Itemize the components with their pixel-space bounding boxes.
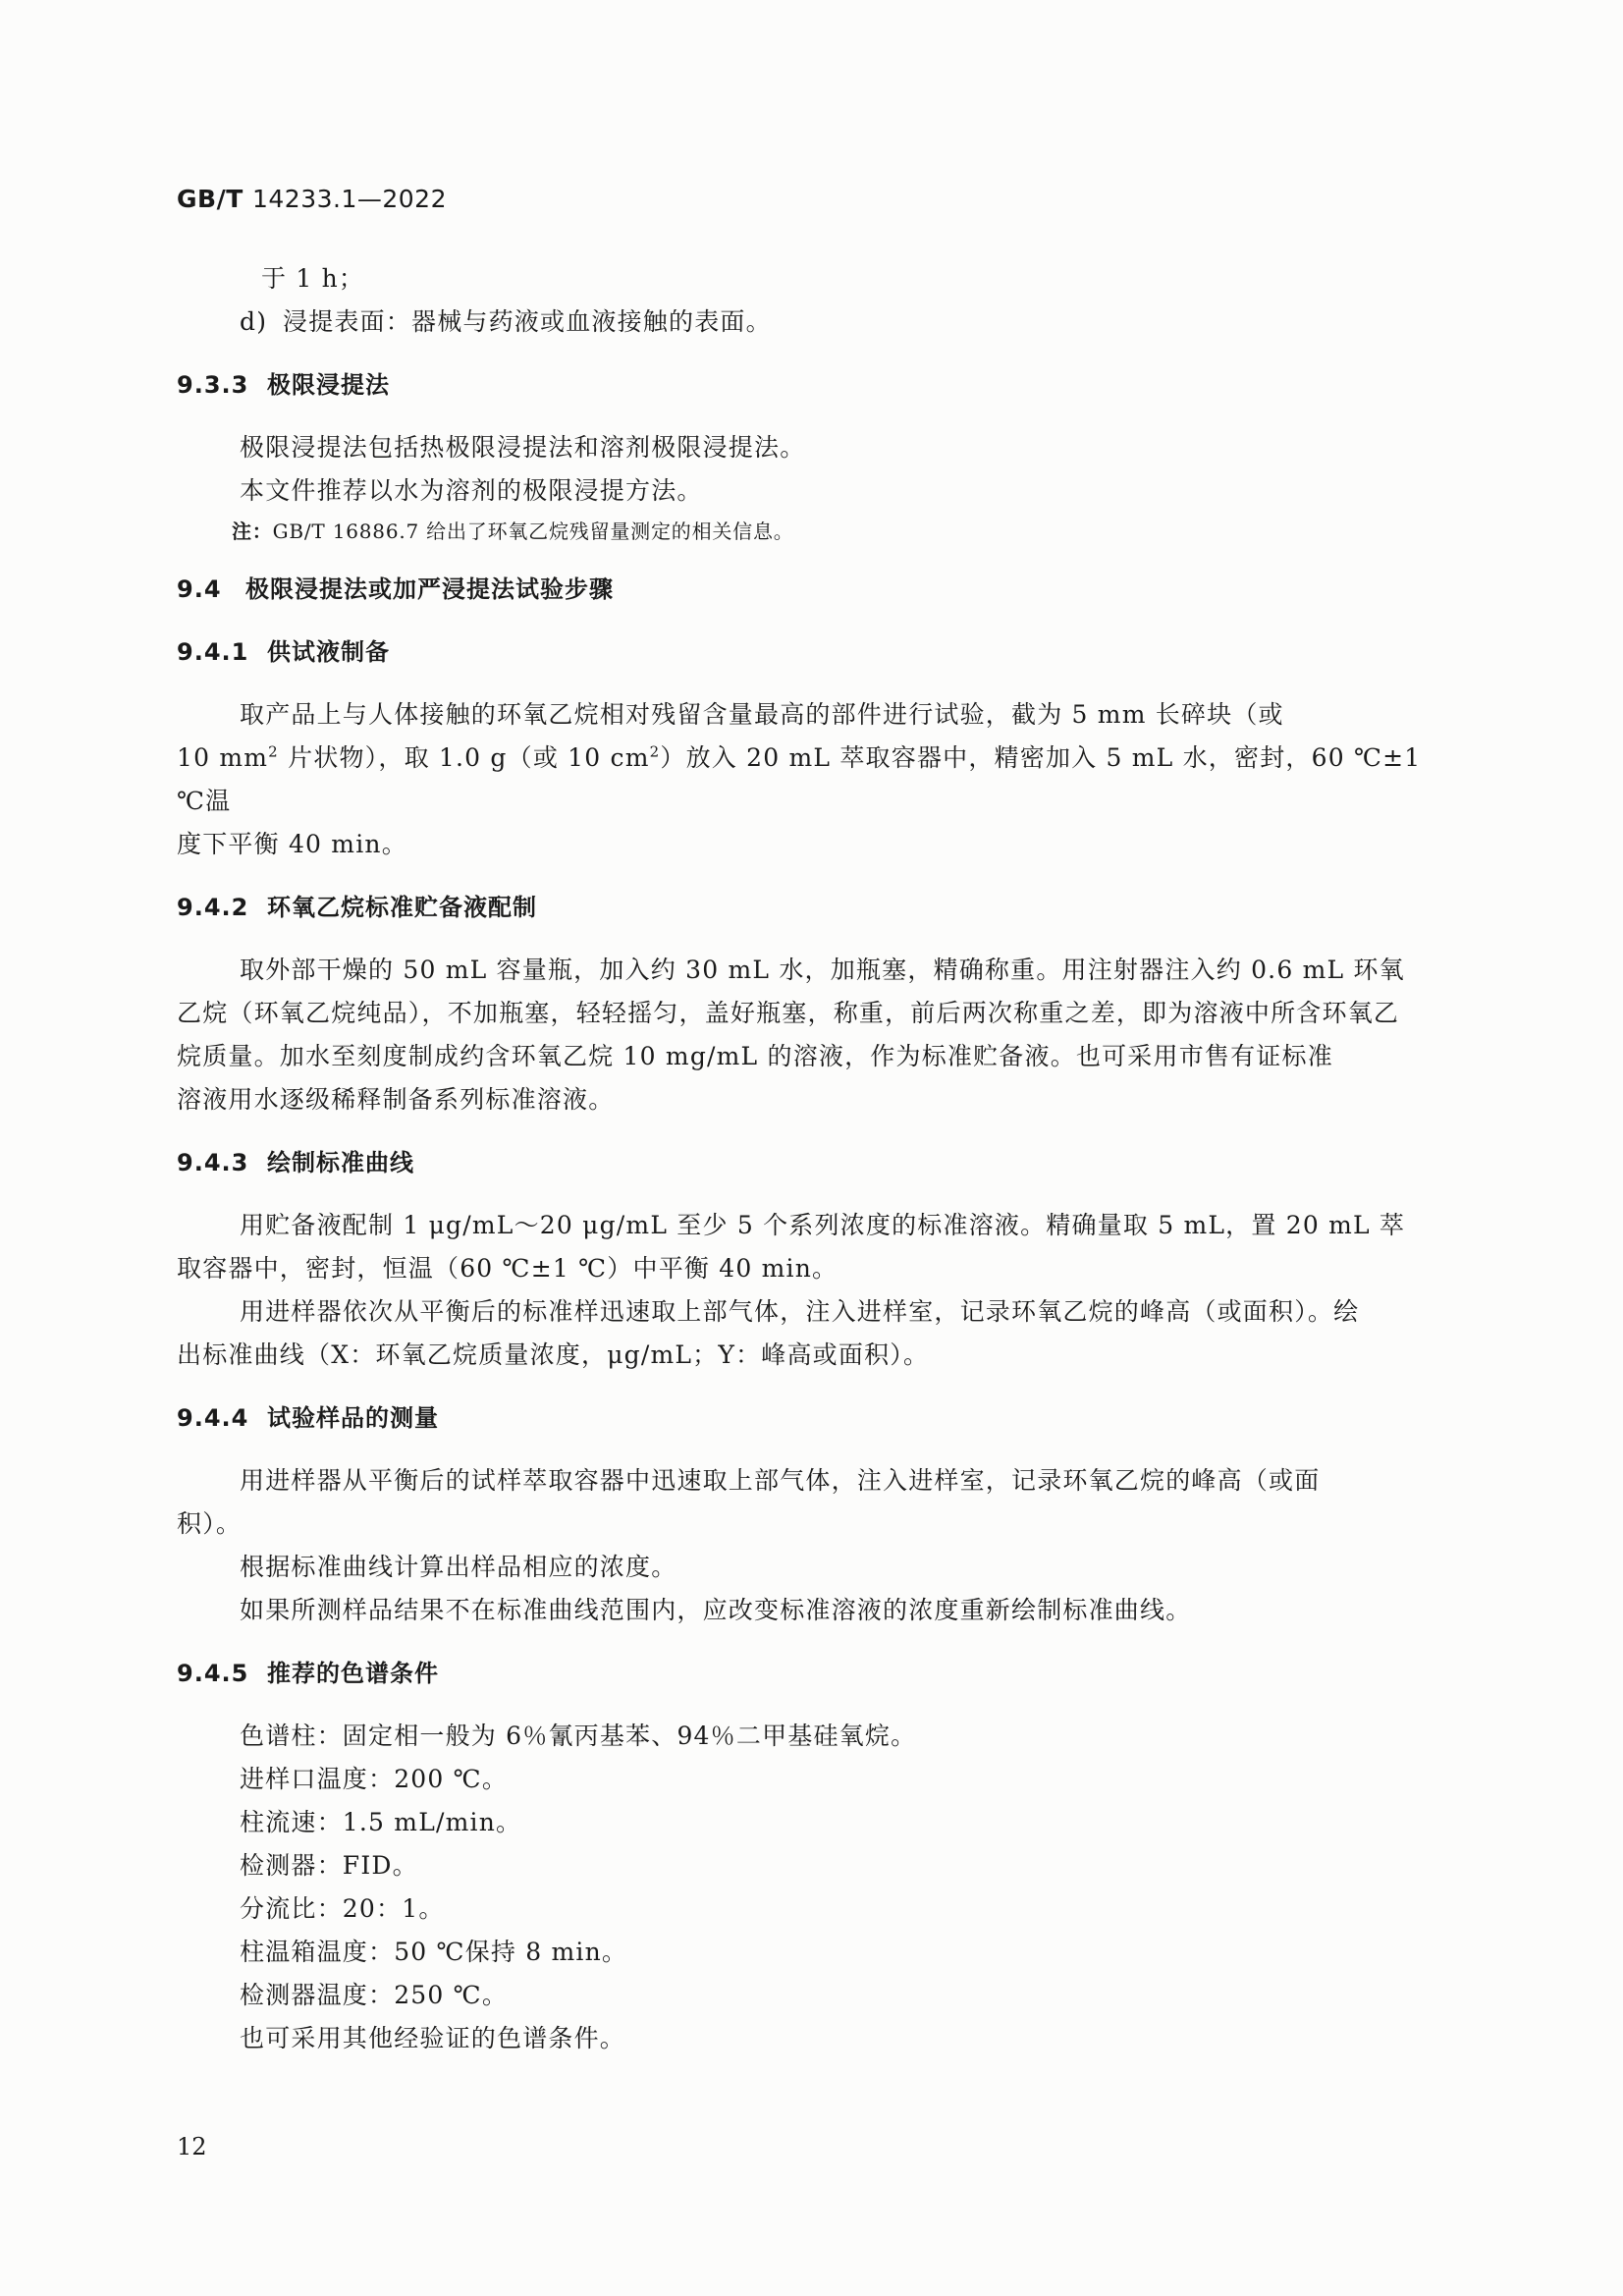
section-number: 9.4 [177,575,222,603]
section-number: 9.4.1 [177,638,249,666]
paragraph-block [177,949,1453,1121]
paragraph: 极限浸提法包括热极限浸提法和溶剂极限浸提法。 [240,433,806,462]
section-title: 环氧乙烷标准贮备液配制 [267,894,537,921]
paragraph-line: 如果所测样品结果不在标准曲线范围内，应改变标准溶液的浓度重新绘制标准曲线。 [240,1596,1192,1624]
section-heading-9-4-2 [177,886,1453,929]
section-heading-9-4-1 [177,630,1453,674]
paragraph-block [177,693,1453,866]
note [177,513,1453,550]
section-heading-9-4-3 [177,1141,1453,1184]
paragraph-line: 用贮备液配制 1 μg/mL～20 μg/mL 至少 5 个系列浓度的标准溶液。精确量取 5 mL，置 20 mL 萃 [240,1211,1406,1239]
paragraph-block [177,1204,1453,1377]
section-title: 供试液制备 [267,638,390,666]
text-run: 片状物），取 1.0 g（或 10 cm [278,743,650,772]
paragraph-line: 用进样器依次从平衡后的标准样迅速取上部气体，注入进样室，记录环氧乙烷的峰高（或面积）。绘 [240,1297,1360,1326]
paragraph-line: 取容器中，密封，恒温（60 ℃±1 ℃）中平衡 40 min。 [177,1254,839,1283]
section-title: 绘制标准曲线 [267,1149,414,1176]
section-number: 9.4.3 [177,1149,249,1176]
main-content [177,257,1453,2080]
section-title: 试验样品的测量 [267,1404,439,1432]
continuation-line: 于 1 h； [261,264,365,293]
condition-line: 色谱柱：固定相一般为 6％氰丙基苯、94％二甲基硅氧烷。 [240,1722,917,1750]
condition-line: 分流比：20：1。 [240,1894,445,1923]
paragraph-line: 溶液用水逐级稀释制备系列标准溶液。 [177,1085,615,1114]
section-heading-9-4 [177,568,1453,611]
paragraph-line: 出标准曲线（X：环氧乙烷质量浓度，μg/mL；Y：峰高或面积）。 [177,1340,930,1369]
paragraph-line [177,737,1453,823]
chromatography-conditions [177,1715,1453,2060]
paragraph-line: 烷质量。加水至刻度制成约含环氧乙烷 10 mg/mL 的溶液，作为标准贮备液。也可采用市售有证标准 [177,1042,1333,1070]
paragraph-line: 用进样器从平衡后的试样萃取容器中迅速取上部气体，注入进样室，记录环氧乙烷的峰高（或面 [240,1466,1321,1495]
condition-line: 检测器温度：250 ℃。 [240,1981,509,2009]
standard-code [177,185,447,213]
paragraph: 本文件推荐以水为溶剂的极限浸提方法。 [240,476,703,505]
section-heading-9-3-3 [177,363,1453,407]
paragraph-line: 积）。 [177,1509,243,1538]
paragraph-block [177,1459,1453,1632]
text-run: 10 mm [177,743,269,772]
note-text: GB/T 16886.7 给出了环氧乙烷残留量测定的相关信息。 [272,519,794,543]
condition-line: 柱流速：1.5 mL/min。 [240,1808,522,1836]
note-label: 注： [232,519,273,543]
paragraph-line: 度下平衡 40 min。 [177,830,407,858]
standard-code-number: 14233.1—2022 [251,185,447,213]
condition-line: 柱温箱温度：50 ℃保持 8 min。 [240,1938,628,1966]
page-number: 12 [177,2133,207,2160]
section-title: 极限浸提法 [267,371,390,399]
section-number: 9.4.4 [177,1404,249,1432]
paragraph-line: 取产品上与人体接触的环氧乙烷相对残留含量最高的部件进行试验，截为 5 mm 长碎块（或 [240,700,1284,729]
paragraph-line: 根据标准曲线计算出样品相应的浓度。 [240,1553,677,1581]
list-item-d-text: 浸提表面：器械与药液或血液接触的表面。 [283,307,772,336]
text-run: ）放入 20 mL 萃取容器中，精密加入 5 mL 水，密封，60 ℃±1 ℃温 [177,743,1422,815]
standard-code-prefix: GB/T [177,185,243,213]
superscript: 2 [649,742,661,761]
section-title: 极限浸提法或加严浸提法试验步骤 [245,575,614,603]
section-number: 9.4.2 [177,894,249,921]
section-heading-9-4-5 [177,1652,1453,1695]
superscript: 2 [268,742,279,761]
paragraph-line: 取外部干燥的 50 mL 容量瓶，加入约 30 mL 水，加瓶塞，精确称重。用注射器注入约 0.6 mL 环氧 [240,956,1405,984]
list-item-d-mark: d) [240,307,268,336]
section-heading-9-4-4 [177,1396,1453,1440]
condition-line: 也可采用其他经验证的色谱条件。 [240,2024,626,2052]
section-number: 9.4.5 [177,1660,249,1687]
condition-line: 检测器：FID。 [240,1851,418,1880]
section-number: 9.3.3 [177,371,249,399]
condition-line: 进样口温度：200 ℃。 [240,1765,509,1793]
section-title: 推荐的色谱条件 [267,1660,439,1687]
list-item-d [177,301,1453,344]
paragraph-line: 乙烷（环氧乙烷纯品），不加瓶塞，轻轻摇匀，盖好瓶塞，称重，前后两次称重之差，即为溶液中所含环氧乙 [177,999,1400,1027]
